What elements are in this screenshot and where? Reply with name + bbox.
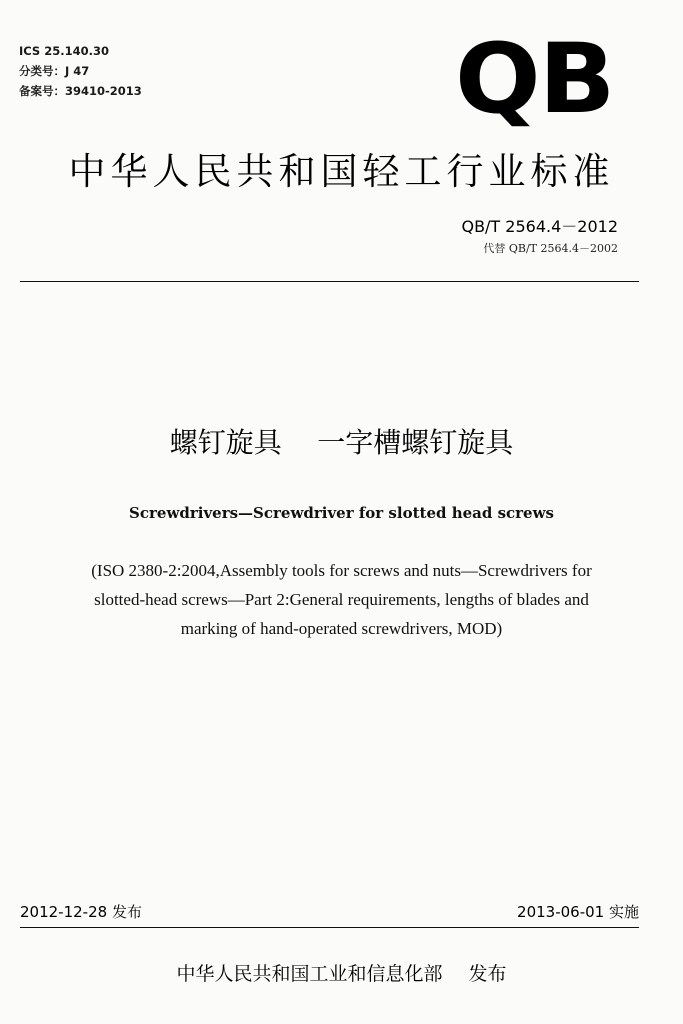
english-title: Screwdrivers—Screwdriver for slotted head screws bbox=[129, 504, 554, 522]
standard-number: QB/T 2564.4－2012 bbox=[461, 217, 618, 236]
qb-logo: QB bbox=[455, 23, 614, 135]
standard-heading: 中华人民共和国轻工行业标准 bbox=[68, 150, 615, 193]
iso-reference bbox=[30, 556, 653, 643]
issuer-name: 中华人民共和国工业和信息化部 bbox=[176, 963, 443, 985]
iso-reference-line: (ISO 2380-2:2004,Assembly tools for screws and nuts—Screwdrivers for bbox=[91, 561, 592, 580]
top-divider bbox=[20, 281, 639, 282]
issuer-line bbox=[0, 960, 683, 988]
iso-reference-line: marking of hand-operated screwdrivers, MOD) bbox=[180, 619, 503, 638]
category-code: 分类号：J 47 bbox=[19, 64, 90, 78]
classification-codes bbox=[19, 41, 142, 101]
iso-reference-line: slotted-head screws—Part 2:General requirements, lengths of blades and bbox=[94, 590, 589, 609]
issuer-action: 发布 bbox=[468, 963, 507, 985]
filing-number: 备案号：39410-2013 bbox=[19, 84, 142, 98]
bottom-divider bbox=[20, 927, 639, 928]
replaced-standard: 代替 QB/T 2564.4－2002 bbox=[483, 242, 618, 255]
implementation-date: 2013-06-01 实施 bbox=[517, 903, 639, 921]
ics-code: ICS 25.140.30 bbox=[19, 44, 109, 58]
chinese-title: 螺钉旋具 一字槽螺钉旋具 bbox=[169, 426, 514, 459]
issue-date: 2012-12-28 发布 bbox=[20, 903, 142, 921]
